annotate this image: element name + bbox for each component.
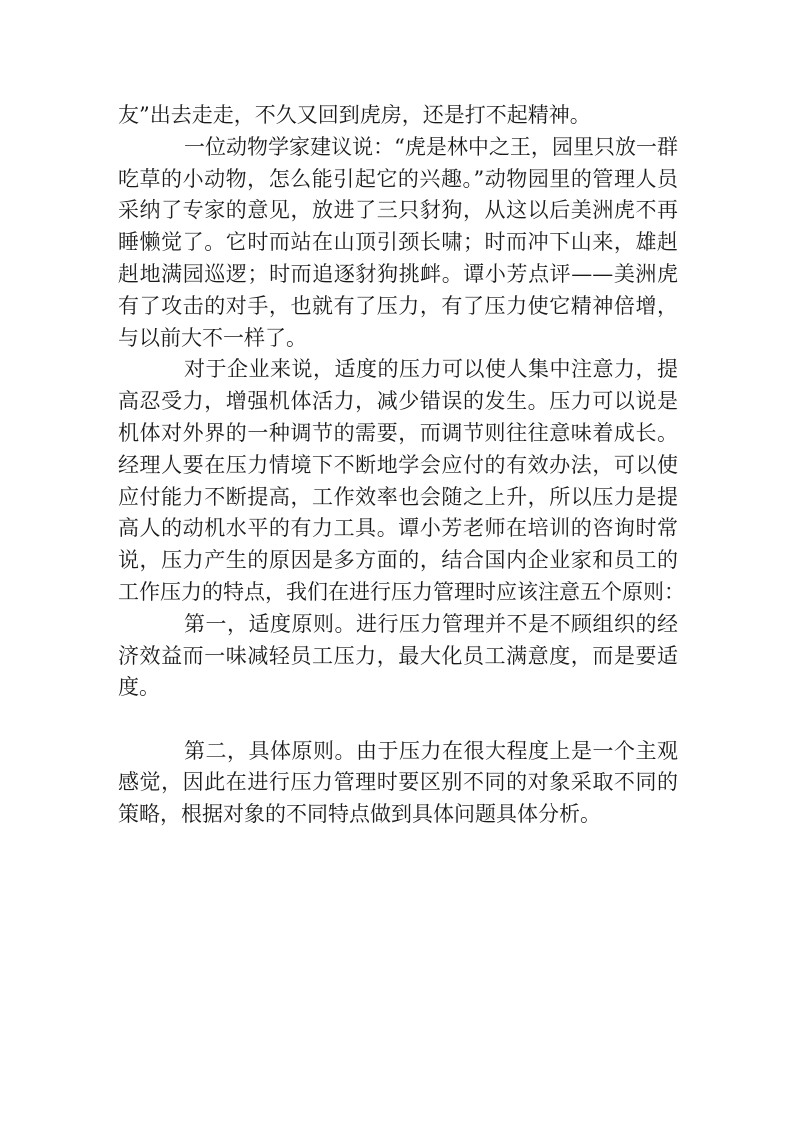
paragraph bbox=[118, 736, 678, 831]
paragraph bbox=[118, 609, 678, 704]
body-text bbox=[118, 100, 685, 831]
text-line: 对于企业来说，适度的压力可以使人集中注意力，提 bbox=[184, 357, 678, 382]
text-line: 有了攻击的对手，也就有了压力，有了压力使它精神倍增， bbox=[118, 293, 678, 318]
text-line: 第二，具体原则。由于压力在很大程度上是一个主观 bbox=[184, 738, 678, 763]
paragraph-spacer bbox=[118, 704, 678, 736]
text-line: 采纳了专家的意见，放进了三只豺狗，从这以后美洲虎不再 bbox=[118, 198, 678, 223]
text-line: 友”出去走走，不久又回到虎房，还是打不起精神。 bbox=[118, 103, 591, 127]
text-line: 工作压力的特点，我们在进行压力管理时应该注意五个原则： bbox=[118, 579, 685, 604]
paragraph bbox=[118, 132, 678, 355]
text-line: 赳地满园巡逻；时而追逐豺狗挑衅。谭小芳点评——美洲虎 bbox=[118, 261, 678, 286]
text-line: 说，压力产生的原因是多方面的，结合国内企业家和员工的 bbox=[118, 548, 678, 573]
text-line: 度。 bbox=[118, 675, 160, 700]
text-line: 应付能力不断提高，工作效率也会随之上升，所以压力是提 bbox=[118, 484, 678, 509]
text-line: 机体对外界的一种调节的需要，而调节则往往意味着成长。 bbox=[118, 420, 678, 445]
text-line: 与以前大不一样了。 bbox=[118, 325, 307, 350]
text-line: 策略，根据对象的不同特点做到具体问题具体分析。 bbox=[118, 802, 601, 827]
text-line: 吃草的小动物，怎么能引起它的兴趣。”动物园里的管理人员 bbox=[118, 166, 678, 191]
paragraph bbox=[118, 100, 678, 132]
text-line: 感觉，因此在进行压力管理时要区别不同的对象采取不同的 bbox=[118, 770, 678, 795]
text-line: 一位动物学家建议说：“虎是林中之王，园里只放一群 bbox=[184, 134, 678, 159]
text-line: 第一，适度原则。进行压力管理并不是不顾组织的经 bbox=[184, 611, 678, 636]
text-line: 高忍受力，增强机体活力，减少错误的发生。压力可以说是 bbox=[118, 389, 678, 414]
text-line: 经理人要在压力情境下不断地学会应付的有效办法，可以使 bbox=[118, 452, 678, 477]
text-line: 高人的动机水平的有力工具。谭小芳老师在培训的咨询时常 bbox=[118, 516, 678, 541]
text-line: 睡懒觉了。它时而站在山顶引颈长啸；时而冲下山来，雄赳 bbox=[118, 230, 678, 255]
text-line: 济效益而一味减轻员工压力，最大化员工满意度，而是要适 bbox=[118, 643, 678, 668]
paragraph bbox=[118, 354, 685, 608]
